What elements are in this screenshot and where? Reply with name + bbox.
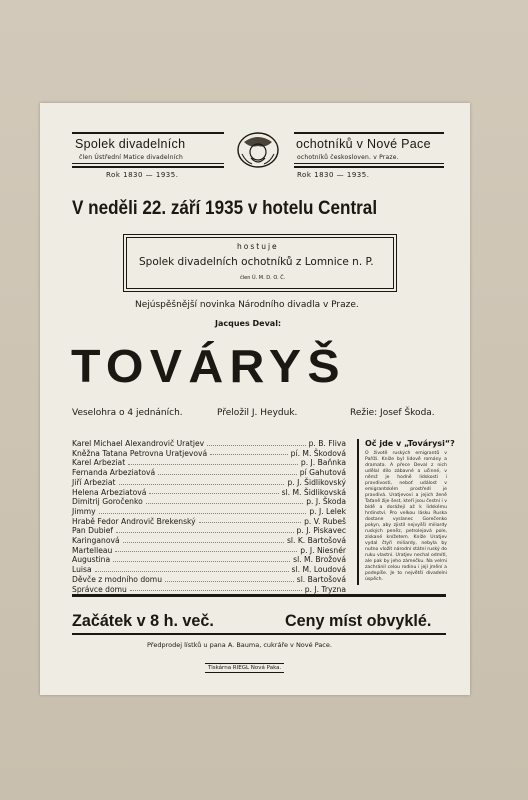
- cast-role: Pan Dubief: [72, 526, 114, 536]
- header-right-rule: [294, 163, 444, 164]
- cast-role: Kněžna Tatana Petrovna Uratjevová: [72, 448, 208, 458]
- cast-role: Karinganová: [72, 536, 120, 546]
- header-left-rule: [72, 163, 224, 164]
- cast-actor: p. J. Škoda: [306, 497, 346, 507]
- presale-note: Předprodej lístků u pana A. Bauma, cukráře v Nové Pace.: [147, 641, 332, 649]
- header-right-rule2: [294, 166, 444, 168]
- leader-dots: [95, 565, 289, 572]
- cast-role: Luisa: [72, 565, 92, 575]
- cast-role: Děvče z modního domu: [72, 574, 163, 584]
- guest-name: Spolek divadelních ochotníků z Lomnice n. P.: [139, 256, 374, 268]
- leader-dots: [123, 536, 284, 543]
- cast-role: Jimmy: [72, 506, 96, 516]
- leader-dots: [210, 449, 287, 456]
- theatre-poster: [40, 103, 470, 695]
- cast-role: Karel Michael Alexandrovič Uratjev: [72, 439, 205, 448]
- guest-member: člen Ú. M. D. O. Č.: [240, 275, 286, 281]
- guest-word: hostuje: [237, 242, 279, 251]
- cast-role: Augustina: [72, 555, 111, 565]
- leader-dots: [158, 468, 297, 475]
- cast-row: [72, 507, 346, 517]
- cast-actor: sl. K. Bartošová: [286, 536, 346, 546]
- leader-dots: [146, 497, 303, 504]
- cast-actor: sl. M. Šidlikovská: [281, 487, 346, 497]
- cast-row: [72, 546, 346, 556]
- cast-actor: sl. M. Brožová: [293, 555, 346, 565]
- genre-text: Veselohra o 4 jednáních.: [72, 408, 183, 418]
- synopsis-box: [357, 439, 455, 585]
- leader-dots: [119, 478, 285, 485]
- cast-actor: p. J. Niesnér: [300, 545, 346, 555]
- cast-actor: p. J. Šidlikovský: [287, 477, 346, 487]
- cast-role: Správce domu: [72, 584, 127, 594]
- cast-role: Fernanda Arbeziatová: [72, 468, 156, 478]
- cast-actor: pí Gahutová: [299, 468, 346, 478]
- synopsis-text: O životě ruských emigrantů v Paříži. Kníže byl lidově romány a dramata. A přece Deval z nich udělal dílo zábavné a učinné, v němž je hodně lidskosti i pravdivosti, neboť událost v emigrantském prostředí je pravdivá. Uratjevovi a jejich ženě Taťaně žije šest, kteří jsou čestní i v bídě a dorážejí až k lidskému hrdinství. Pro velkou lásku Ruska dostane vyslanec Gorečenko pokyn, aby zjistil nejvyšší miliardy ruských peněz, petrolejová pole, získané knížetem. Kníže Uratjev vydal čtyři miliardy, nebyla by nutno vložit národní státní ruský do ruku vlastní. Uratjev nechal odmítl, ale pak by jeho zámečku. Na velmi zachránil celou rodinu i její jmění a podepíše. Je to největší divadelní úspěch.: [365, 451, 447, 582]
- cast-row: [72, 517, 346, 527]
- cast-row: [72, 536, 346, 546]
- bottom-rule-top: [72, 594, 446, 597]
- cast-role: Dimitrij Goročenko: [72, 497, 143, 507]
- leader-dots: [207, 439, 305, 446]
- bottom-rule: [72, 633, 446, 635]
- cast-actor: p. J. Tryzna: [304, 584, 346, 594]
- cast-row: [72, 585, 346, 595]
- header-left-sub: člen Ústřední Matice divadelních: [79, 154, 184, 161]
- cast-row: [72, 555, 346, 565]
- leader-dots: [128, 458, 298, 465]
- cast-row: [72, 497, 346, 507]
- cast-role: Hrabě Fedor Androvič Brekenský: [72, 516, 196, 526]
- cast-actor: p. B. Fliva: [308, 439, 346, 448]
- play-title: TOVÁRYŠ: [71, 340, 346, 392]
- header-left-year: Rok 1830 — 1935.: [106, 171, 179, 179]
- cast-row: [72, 575, 346, 585]
- header-left-rule2: [72, 166, 224, 168]
- cast-actor: sl. M. Loudová: [291, 565, 346, 575]
- cast-row: [72, 439, 346, 449]
- cast-list: [72, 439, 346, 594]
- cast-row: [72, 478, 346, 488]
- header-top-rule-right: [294, 132, 444, 134]
- synopsis-heading: Oč jde v „Továrysi“?: [365, 439, 455, 448]
- leader-dots: [113, 555, 290, 562]
- leader-dots: [199, 517, 301, 524]
- cast-row: [72, 488, 346, 498]
- novelty-line: Nejúspěšnější novinka Národního divadla v Praze.: [135, 300, 359, 310]
- guest-box: [123, 234, 397, 292]
- leader-dots: [130, 585, 302, 592]
- leader-dots: [99, 507, 307, 514]
- cast-row: [72, 458, 346, 468]
- header-right-sub: ochotníků českosloven. v Praze.: [297, 154, 399, 161]
- header-left-title: Spolek divadelních: [75, 137, 186, 151]
- director-text: Režie: Josef Škoda.: [350, 408, 435, 418]
- cast-actor: pí. M. Škodová: [290, 448, 346, 458]
- cast-row: [72, 449, 346, 459]
- cast-row: [72, 526, 346, 536]
- leader-dots: [116, 526, 293, 533]
- header-top-rule: [72, 132, 224, 134]
- leader-dots: [149, 488, 278, 495]
- cast-role: Jiří Arbeziat: [72, 477, 116, 487]
- date-line: V neděli 22. září 1935 v hotelu Central: [72, 198, 378, 219]
- cast-actor: p. J. Baňnka: [300, 458, 346, 468]
- start-time: Začátek v 8 h. več.: [72, 611, 214, 630]
- cast-role: Martelleau: [72, 545, 113, 555]
- cast-actor: sl. Bartošová: [296, 574, 346, 584]
- cast-actor: p. J. Piskavec: [296, 526, 346, 536]
- club-emblem: [236, 128, 280, 172]
- translator-text: Přeložil J. Heyduk.: [217, 408, 298, 418]
- cast-row: [72, 565, 346, 575]
- printer-note: Tiskárna RIEGL Nová Paka.: [205, 663, 284, 673]
- leader-dots: [115, 546, 297, 553]
- header-right-year: Rok 1830 — 1935.: [297, 171, 370, 179]
- header-right-title: ochotníků v Nové Pace: [296, 137, 431, 151]
- author-name: Jacques Deval:: [215, 319, 282, 328]
- leader-dots: [165, 575, 294, 582]
- cast-actor: p. J. Lelek: [309, 506, 346, 516]
- cast-role: Karel Arbeziat: [72, 458, 126, 468]
- cast-row: [72, 468, 346, 478]
- cast-role: Helena Arbeziatová: [72, 487, 147, 497]
- cast-actor: p. V. Rubeš: [304, 516, 346, 526]
- ticket-prices: Ceny míst obvyklé.: [285, 611, 432, 630]
